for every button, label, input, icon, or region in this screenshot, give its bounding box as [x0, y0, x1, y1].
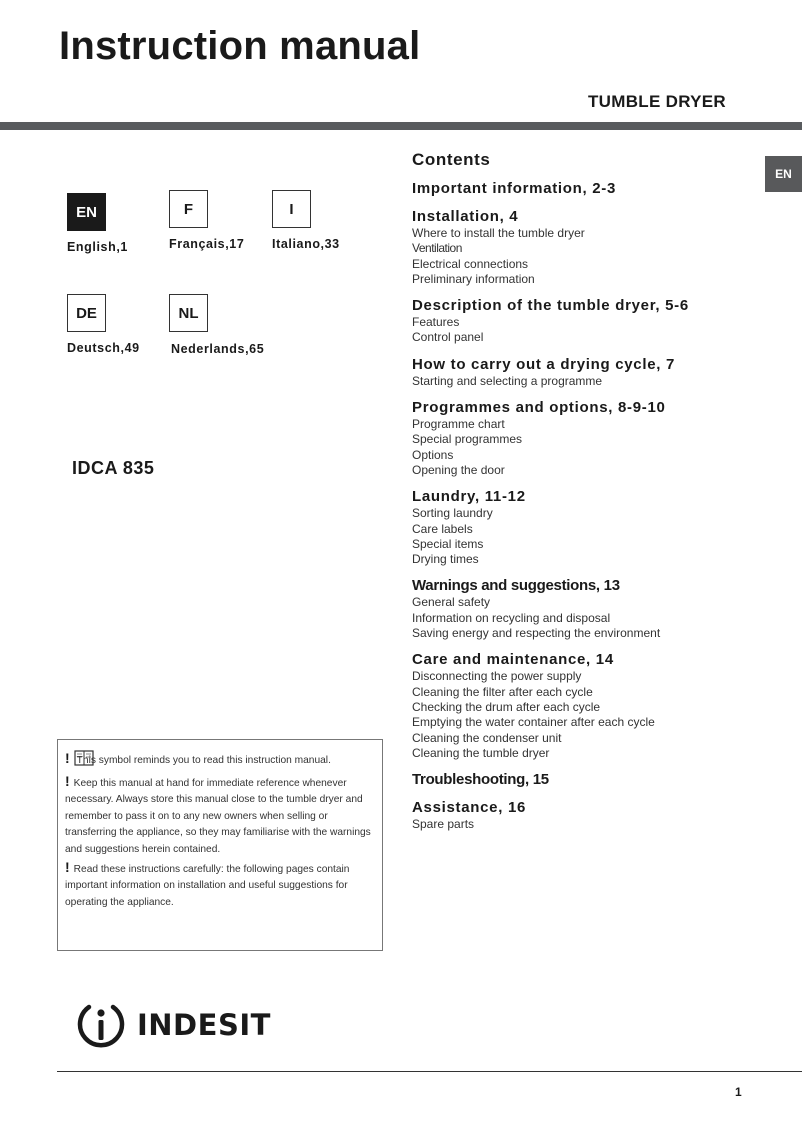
footer-divider [57, 1071, 802, 1072]
brand-name: INDESIT [137, 1008, 271, 1042]
toc-section [412, 356, 792, 389]
manual-title: Instruction manual [59, 24, 421, 68]
lang-box-it: I [272, 190, 311, 228]
toc-section [412, 297, 792, 346]
lang-label-en: English,1 [67, 240, 128, 254]
lang-box-fr: F [169, 190, 208, 228]
header-divider [0, 122, 802, 130]
lang-box-en: EN [67, 193, 106, 231]
toc-item: Saving energy and respecting the environment [412, 626, 661, 641]
toc-item: Opening the door [412, 462, 505, 477]
table-of-contents [412, 150, 792, 842]
toc-item: Spare parts [412, 817, 475, 832]
notice-paragraph-2 [65, 773, 376, 859]
language-side-tab: EN [765, 156, 802, 192]
product-type: TUMBLE DRYER [587, 92, 726, 111]
toc-heading: Programmes and options, 8-9-10 [412, 399, 666, 417]
toc-item: Preliminary information [412, 271, 535, 286]
model-number: IDCA 835 [72, 458, 155, 478]
lang-box-de: DE [67, 294, 106, 332]
notice-paragraph-3 [65, 859, 376, 912]
lang-label-de: Deutsch,49 [67, 341, 140, 355]
toc-item: Programme chart [412, 417, 505, 432]
notice-paragraph-1 [65, 750, 376, 773]
toc-heading: Laundry, 11-12 [412, 488, 526, 506]
warning-mark-icon: ! [65, 750, 70, 766]
toc-heading: How to carry out a drying cycle, 7 [412, 355, 676, 373]
toc-item: Where to install the tumble dryer [412, 226, 585, 240]
toc-section [412, 399, 792, 478]
lang-label-fr: Français,17 [169, 237, 245, 251]
toc-heading: Assistance, 16 [412, 799, 527, 817]
toc-item: Emptying the water container after each cycle [412, 715, 655, 730]
page-number: 1 [735, 1085, 742, 1099]
notice-p1-lead: Th [76, 755, 89, 766]
toc-item: Information on recycling and disposal [412, 610, 611, 625]
toc-heading: Care and maintenance, 14 [412, 651, 614, 669]
toc-item: General safety [412, 595, 491, 610]
toc-item: Special items [412, 536, 484, 551]
toc-section [412, 799, 792, 832]
warning-mark-icon: ! [65, 772, 70, 789]
toc-item: Ventilation [412, 241, 462, 256]
toc-section [412, 180, 792, 198]
lang-label-it: Italiano,33 [272, 237, 340, 251]
toc-item: Features [412, 315, 460, 330]
toc-section [412, 651, 792, 761]
toc-section [412, 208, 792, 287]
toc-item: Sorting laundry [412, 506, 493, 521]
indesit-logo-icon [75, 999, 127, 1051]
toc-item: Disconnecting the power supply [412, 669, 582, 684]
toc-item: Cleaning the condenser unit [412, 730, 562, 745]
toc-item: Control panel [412, 330, 484, 345]
toc-heading: Important information, 2-3 [412, 180, 617, 197]
notice-p3-text: Read these instructions carefully: the following pages contain important information on installation and useful suggestions for operating the appliance. [65, 863, 350, 908]
toc-item: Drying times [412, 552, 479, 567]
toc-heading: Troubleshooting, 15 [412, 771, 549, 789]
toc-item: Options [412, 447, 454, 462]
contents-title: Contents [412, 150, 491, 169]
toc-item: Starting and selecting a programme [412, 373, 603, 388]
toc-item: Care labels [412, 521, 473, 536]
toc-section [412, 771, 792, 789]
toc-section [412, 488, 792, 567]
toc-item: Electrical connections [412, 256, 529, 271]
toc-heading: Description of the tumble dryer, 5-6 [412, 297, 689, 315]
toc-item: Checking the drum after each cycle [412, 699, 601, 714]
warning-mark-icon: ! [65, 858, 70, 875]
toc-item: Cleaning the tumble dryer [412, 745, 550, 760]
brand-logo [75, 999, 271, 1051]
toc-heading: Warnings and suggestions, 13 [412, 577, 620, 595]
toc-heading: Installation, 4 [412, 208, 519, 225]
toc-section [412, 577, 792, 641]
lang-box-nl: NL [169, 294, 208, 332]
notice-p1-text: is symbol reminds you to read this instruction manual. [88, 755, 331, 766]
lang-label-nl: Nederlands,65 [171, 342, 265, 356]
toc-item: Cleaning the filter after each cycle [412, 684, 593, 699]
notice-box [57, 739, 383, 951]
notice-p2-text: Keep this manual at hand for immediate reference whenever necessary. Always store this manual close to the tumble dryer and remember to pass it on to any new owners when selling or transferring the appliance, so they may familiarise with the warnings and suggestions herein contained. [65, 777, 371, 855]
toc-item: Special programmes [412, 432, 523, 447]
